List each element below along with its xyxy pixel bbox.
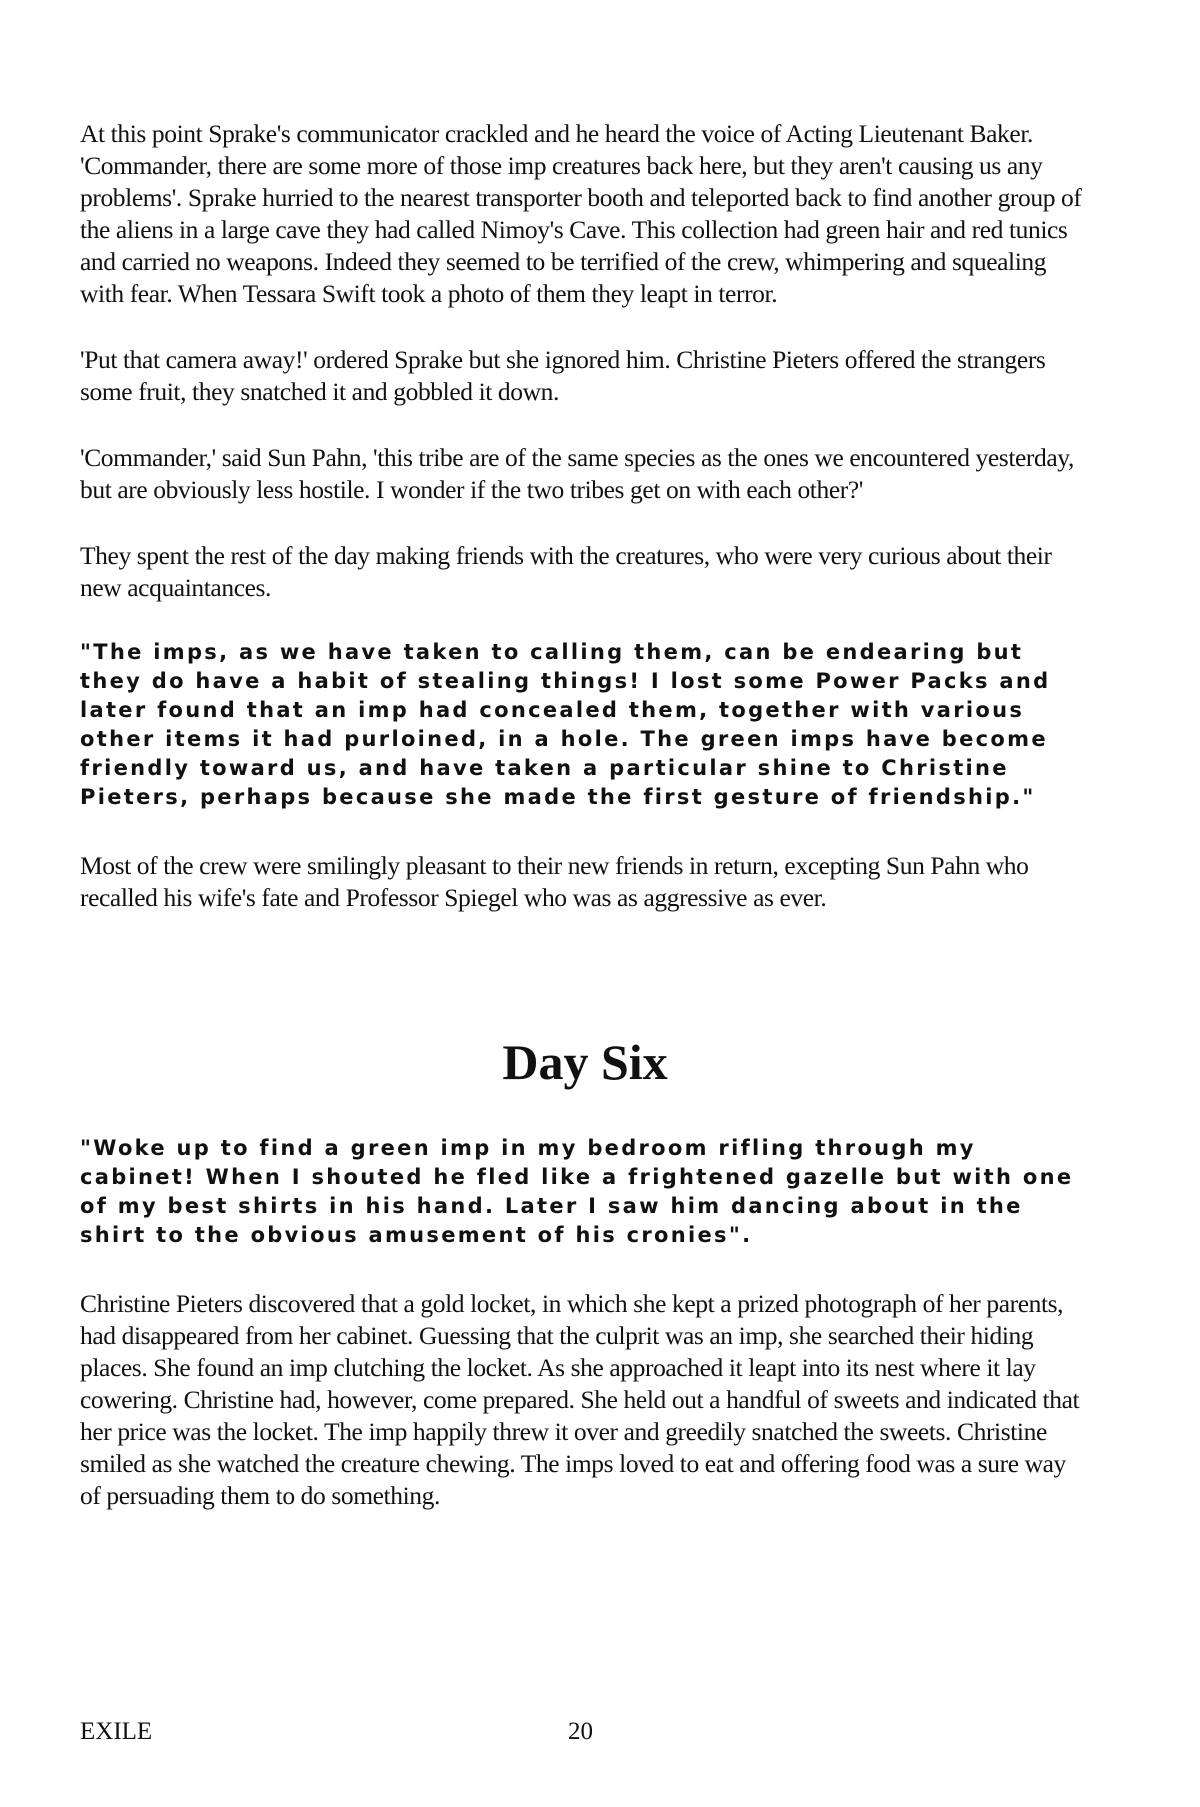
story-paragraph: They spent the rest of the day making friends with the creatures, who were very curious about their new acquaintances. [80, 541, 1052, 602]
story-paragraph: Christine Pieters discovered that a gold locket, in which she kept a prized photograph of her parents, had disappeared from her cabinet. Guessing that the culprit was an imp, she searched their hiding places. She found an imp clutching the locket. As she approached it leapt into its nest where it lay cowering. Christine had, however, come prepared. She held out a handful of sweets and indicated that her price was the locket. The imp happily threw it over and greedily snatched the sweets. Christine smiled as she watched the creature chewing. The imps loved to eat and offering food was a sure way of persuading them to do something. [80, 1289, 1080, 1510]
section-heading: Day Six [502, 1034, 668, 1090]
story-paragraph: At this point Sprake's communicator crackled and he heard the voice of Acting Lieutenant Baker. 'Commander, there are some more of those imp creatures back here, but they aren't causing us any problems'. Sprake hurried to the nearest transporter booth and teleported back to find another group of the aliens in a large cave they had called Nimoy's Cave. This collection had green hair and red tunics and carried no weapons. Indeed they seemed to be terrified of the crew, whimpering and squealing with fear. When Tessara Swift took a photo of them they leapt in terror. [80, 119, 1082, 308]
story-paragraph: 'Put that camera away!' ordered Sprake but she ignored him. Christine Pieters offered the strangers some fruit, they snatched it and gobbled it down. [80, 345, 1046, 406]
page-body [80, 118, 1090, 1512]
story-paragraph: Most of the crew were smilingly pleasant to their new friends in return, excepting Sun Pahn who recalled his wife's fate and Professor Spiegel who was as aggressive as ever. [80, 851, 1029, 912]
page-number: 20 [568, 1718, 593, 1745]
footer-title: EXILE [80, 1718, 153, 1745]
captains-log-entry: "Woke up to find a green imp in my bedroom rifling through my cabinet! When I shouted he fled like a frightened gazelle but with one of my best shirts in his hand. Later I saw him dancing about in the shirt to the obvious amusement of his cronies". [80, 1136, 1074, 1247]
captains-log-entry: "The imps, as we have taken to calling them, can be endearing but they do have a habit of stealing things! I lost some Power Packs and later found that an imp had concealed them, together with various other items it had purloined, in a hole. The green imps have become friendly toward us, and have taken a particular shine to Christine Pieters, perhaps because she made the first gesture of friendship." [80, 640, 1051, 809]
story-paragraph: 'Commander,' said Sun Pahn, 'this tribe are of the same species as the ones we encountered yesterday, but are obviously less hostile. I wonder if the two tribes get on with each other?' [80, 443, 1074, 504]
